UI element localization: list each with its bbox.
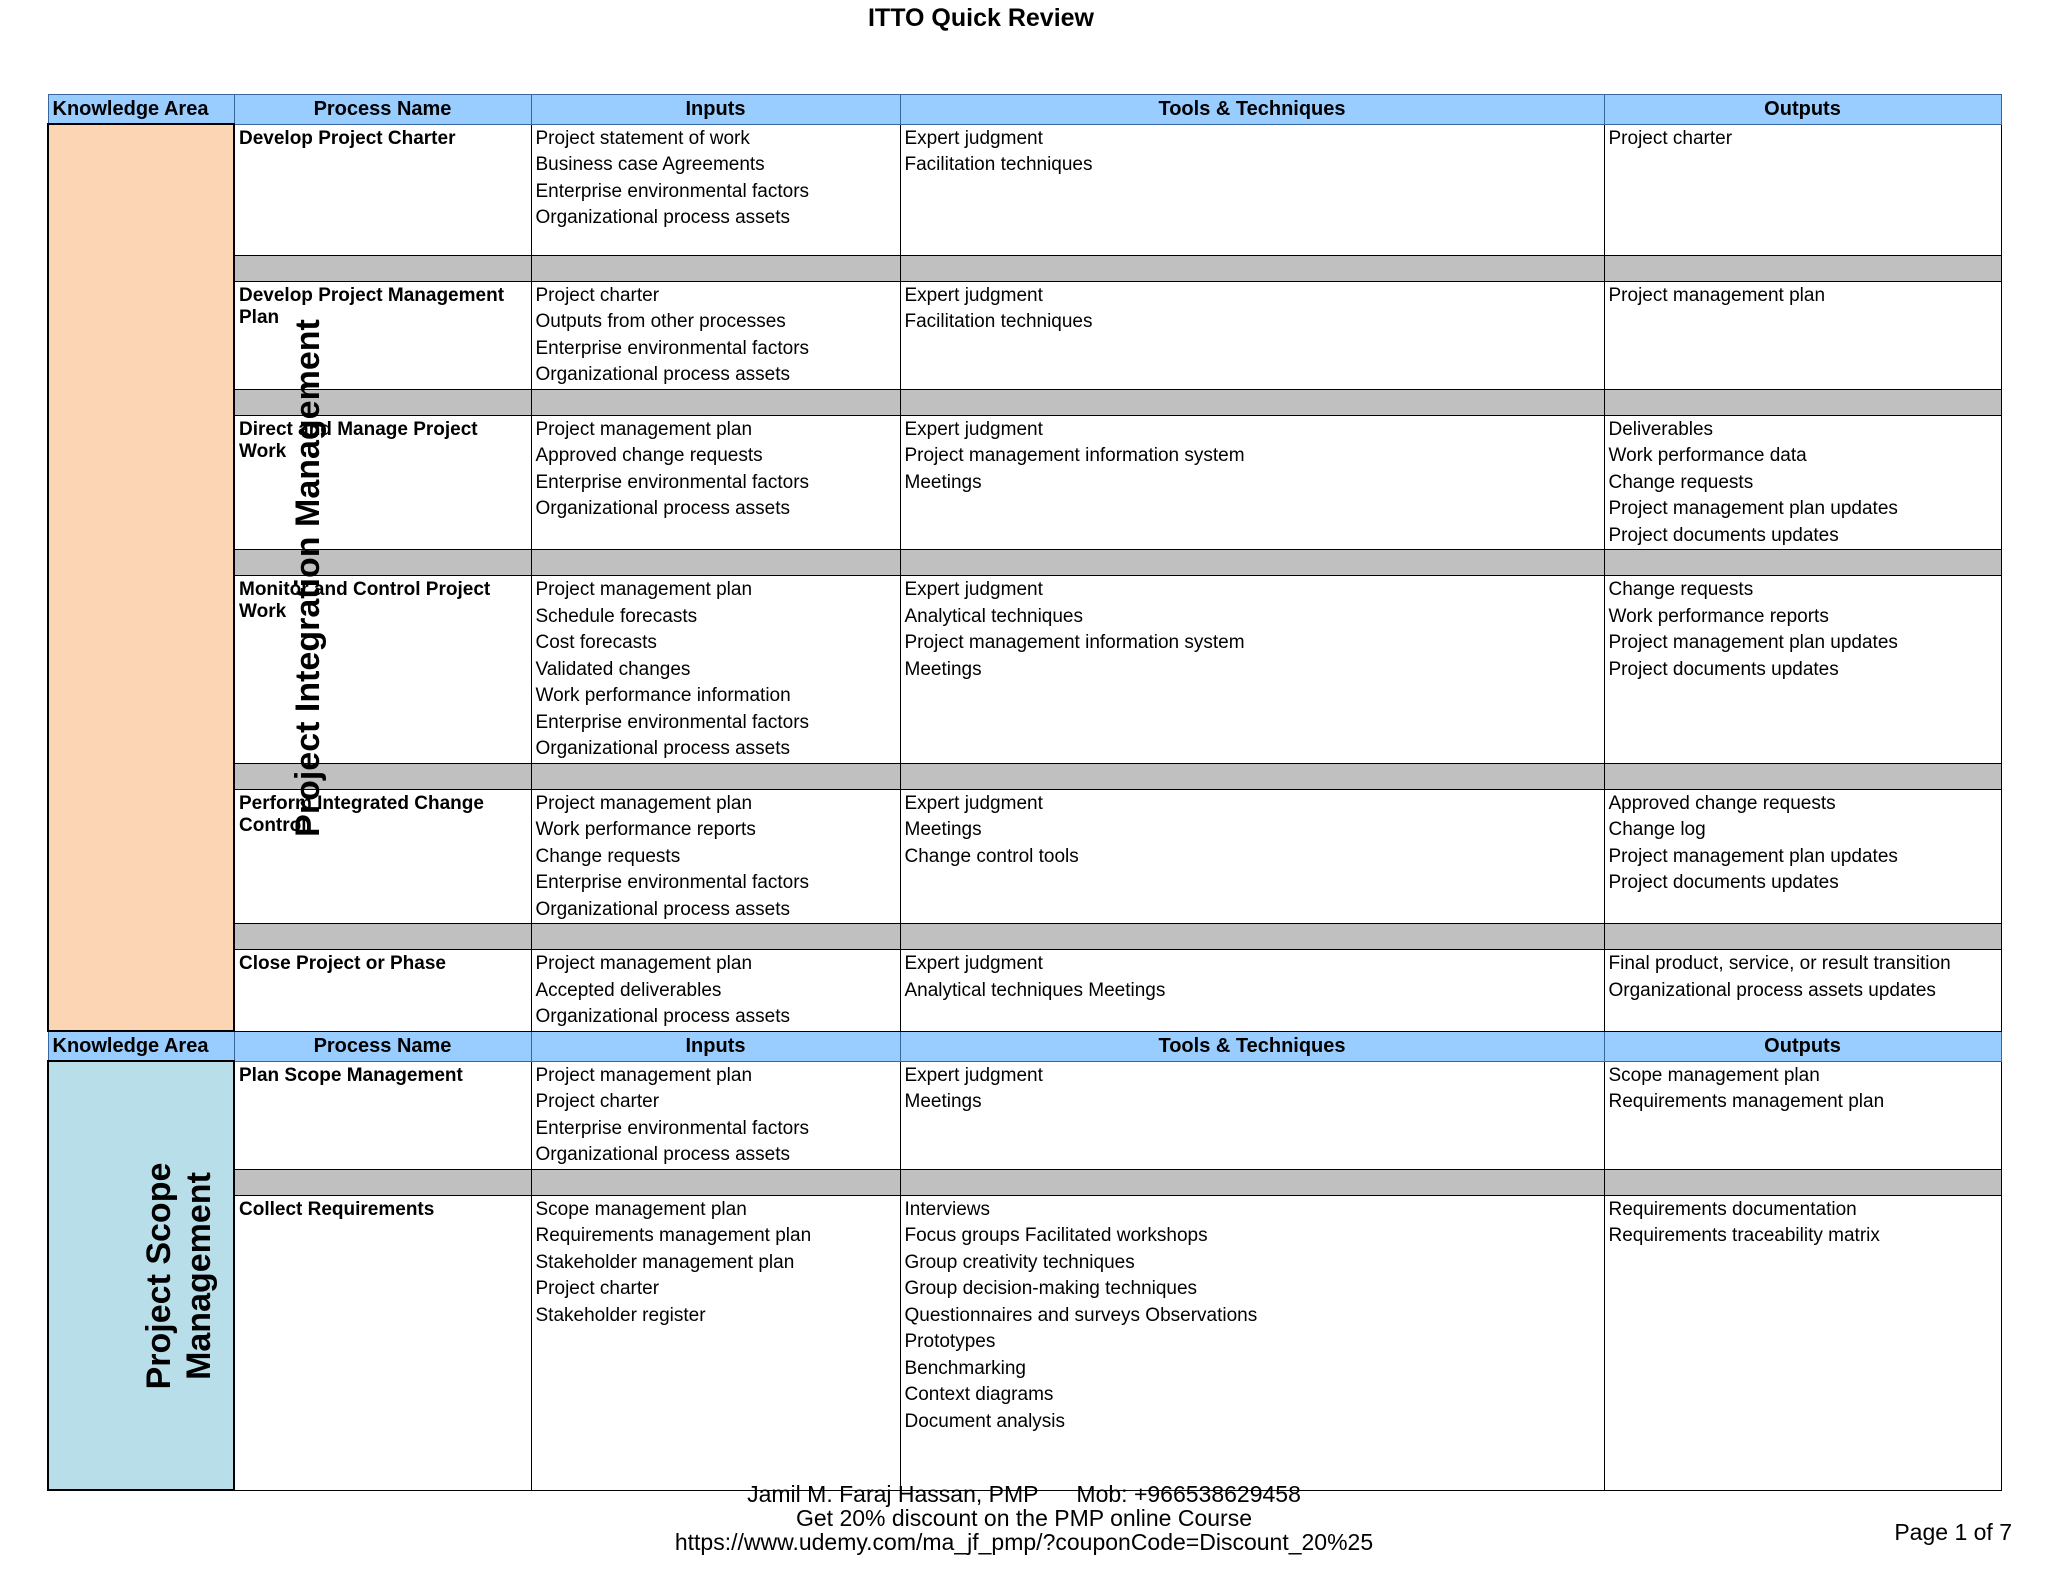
list-item: Project charter <box>535 284 660 306</box>
separator-cell <box>531 1169 900 1195</box>
list-item: Organizational process assets <box>535 498 791 519</box>
list-item: Requirements management plan <box>535 1225 812 1246</box>
process-tools-cell <box>900 124 1604 255</box>
process-inputs-cell <box>531 576 900 764</box>
process-inputs-cell <box>531 1061 900 1169</box>
process-row <box>48 1061 2001 1169</box>
process-row <box>48 415 2001 550</box>
list-item: Project statement of work <box>535 127 750 149</box>
separator-cell <box>900 763 1604 789</box>
list-item: Approved change requests <box>535 445 763 466</box>
separator-row <box>48 1169 2001 1195</box>
list-item: Cost forecasts <box>535 632 657 653</box>
separator-cell <box>1604 255 2001 281</box>
column-header-process-name: Process Name <box>234 1031 531 1061</box>
knowledge-area-cell <box>48 124 327 1031</box>
separator-row <box>48 550 2001 576</box>
itto-table <box>47 94 2002 1491</box>
list-item: Organizational process assets updates <box>1608 979 1936 1001</box>
column-header-inputs: Inputs <box>531 95 900 125</box>
list-item: Expert judgment <box>904 1064 1043 1086</box>
page-title: ITTO Quick Review <box>867 4 1094 32</box>
footer-author: Jamil M. Faraj Hassan, PMP Mob: +966538629458 <box>747 1481 1301 1507</box>
process-row <box>48 124 2001 255</box>
column-header-process-name: Process Name <box>234 95 531 125</box>
list-item: Expert judgment <box>904 792 1043 814</box>
process-outputs-cell <box>1604 124 2001 255</box>
process-tools-cell <box>900 1061 1604 1169</box>
process-outputs-cell <box>1604 281 2001 389</box>
process-row <box>48 281 2001 389</box>
process-tools-cell <box>900 576 1604 764</box>
separator-cell <box>1604 550 2001 576</box>
list-item: Change control tools <box>904 845 1079 867</box>
separator-row <box>48 255 2001 281</box>
list-item: Scope management plan <box>535 1198 747 1220</box>
list-item: Requirements traceability matrix <box>1608 1225 1880 1246</box>
process-tools-cell <box>900 789 1604 924</box>
list-item: Work performance data <box>1608 445 1807 466</box>
separator-cell <box>234 389 531 415</box>
list-item: Organizational process assets <box>535 738 791 759</box>
list-item: Accepted deliverables <box>535 979 722 1001</box>
list-item: Analytical techniques <box>904 605 1083 627</box>
list-item: Final product, service, or result transition <box>1608 953 1951 974</box>
list-item: Prototypes <box>904 1331 996 1352</box>
process-name: Develop Project Management Plan <box>234 281 531 389</box>
list-item: Change requests <box>535 845 681 867</box>
list-item: Schedule forecasts <box>535 605 698 627</box>
process-name: Develop Project Charter <box>234 124 531 255</box>
list-item: Project management plan <box>535 1064 753 1086</box>
list-item: Project charter <box>535 1278 660 1299</box>
process-inputs-cell <box>531 1195 900 1490</box>
column-header-outputs: Outputs <box>1604 95 2001 125</box>
process-name: Close Project or Phase <box>234 950 531 1032</box>
list-item: Group creativity techniques <box>904 1251 1135 1273</box>
separator-cell <box>900 924 1604 950</box>
list-item: Organizational process assets <box>535 364 791 385</box>
process-outputs-cell <box>1604 576 2001 764</box>
knowledge-area-cell <box>48 1061 234 1490</box>
process-inputs-cell <box>531 415 900 550</box>
column-header-tools: Tools & Techniques <box>900 95 1604 125</box>
list-item: Work performance reports <box>535 819 756 840</box>
separator-cell <box>900 389 1604 415</box>
list-item: Analytical techniques Meetings <box>904 979 1166 1001</box>
knowledge-area-label: Project Scope Management <box>140 1162 218 1389</box>
list-item: Project management plan <box>1608 284 1826 306</box>
separator-cell <box>234 924 531 950</box>
footer-promo: Get 20% discount on the PMP online Course <box>795 1505 1252 1531</box>
list-item: Focus groups Facilitated workshops <box>904 1225 1208 1246</box>
process-row <box>48 1195 2001 1490</box>
list-item: Document analysis <box>904 1410 1066 1432</box>
list-item: Facilitation techniques <box>904 154 1093 175</box>
separator-row <box>48 763 2001 789</box>
list-item: Expert judgment <box>904 418 1043 440</box>
separator-cell <box>1604 1169 2001 1195</box>
separator-cell <box>531 550 900 576</box>
process-name: Perform Integrated Change Control <box>234 789 531 924</box>
column-header-tools: Tools & Techniques <box>900 1031 1604 1061</box>
separator-cell <box>531 924 900 950</box>
list-item: Project documents updates <box>1608 872 1839 893</box>
list-item: Outputs from other processes <box>535 311 786 332</box>
list-item: Enterprise environmental factors <box>535 180 810 202</box>
separator-cell <box>234 763 531 789</box>
process-outputs-cell <box>1604 1061 2001 1169</box>
list-item: Organizational process assets <box>535 207 791 228</box>
list-item: Stakeholder register <box>535 1304 706 1326</box>
list-item: Expert judgment <box>904 953 1043 974</box>
list-item: Approved change requests <box>1608 792 1836 814</box>
list-item: Scope management plan <box>1608 1064 1820 1086</box>
process-outputs-cell <box>1604 415 2001 550</box>
list-item: Requirements management plan <box>1608 1091 1885 1112</box>
list-item: Validated changes <box>535 658 691 680</box>
process-inputs-cell <box>531 124 900 255</box>
list-item: Project management plan <box>535 953 753 974</box>
list-item: Context diagrams <box>904 1384 1054 1405</box>
separator-row <box>48 389 2001 415</box>
list-item: Requirements documentation <box>1608 1198 1857 1220</box>
list-item: Project management plan <box>535 418 753 440</box>
process-name: Direct and Manage Project Work <box>234 415 531 550</box>
list-item: Meetings <box>904 819 982 840</box>
list-item: Change requests <box>1608 471 1754 493</box>
list-item: Enterprise environmental factors <box>535 337 810 359</box>
list-item: Meetings <box>904 1091 982 1112</box>
list-item: Group decision-making techniques <box>904 1278 1198 1299</box>
list-item: Organizational process assets <box>535 1144 791 1165</box>
list-item: Expert judgment <box>904 127 1043 149</box>
process-outputs-cell <box>1604 789 2001 924</box>
list-item: Project management plan <box>535 792 753 814</box>
process-row <box>48 576 2001 764</box>
separator-cell <box>1604 763 2001 789</box>
column-header-knowledge-area: Knowledge Area <box>48 1031 234 1061</box>
list-item: Interviews <box>904 1198 991 1220</box>
separator-cell <box>900 255 1604 281</box>
process-inputs-cell <box>531 789 900 924</box>
separator-cell <box>1604 924 2001 950</box>
list-item: Expert judgment <box>904 284 1043 306</box>
list-item: Facilitation techniques <box>904 311 1093 332</box>
list-item: Enterprise environmental factors <box>535 1117 810 1139</box>
list-item: Organizational process assets <box>535 898 791 920</box>
process-row <box>48 950 2001 1032</box>
process-inputs-cell <box>531 950 900 1032</box>
column-header-outputs: Outputs <box>1604 1031 2001 1061</box>
list-item: Project management plan updates <box>1608 845 1898 867</box>
list-item: Enterprise environmental factors <box>535 471 810 493</box>
separator-cell <box>234 550 531 576</box>
list-item: Project charter <box>535 1091 660 1112</box>
process-tools-cell <box>900 1195 1604 1490</box>
separator-cell <box>900 1169 1604 1195</box>
list-item: Enterprise environmental factors <box>535 872 810 893</box>
process-row <box>48 789 2001 924</box>
process-outputs-cell <box>1604 950 2001 1032</box>
column-header-inputs: Inputs <box>531 1031 900 1061</box>
list-item: Deliverables <box>1608 418 1714 440</box>
list-item: Project management plan <box>535 579 753 600</box>
column-header-knowledge-area: Knowledge Area <box>48 95 234 125</box>
list-item: Change requests <box>1608 579 1754 600</box>
list-item: Project management information system <box>904 632 1245 653</box>
separator-cell <box>531 255 900 281</box>
process-name: Monitor and Control Project Work <box>234 576 531 764</box>
list-item: Questionnaires and surveys Observations <box>904 1304 1258 1326</box>
list-item: Project management plan updates <box>1608 632 1898 653</box>
header-row <box>48 95 2001 125</box>
list-item: Work performance information <box>535 685 791 706</box>
footer-course-link[interactable]: https://www.udemy.com/ma_jf_pmp/?couponCode=Discount_20%25 <box>674 1529 1374 1555</box>
separator-row <box>48 924 2001 950</box>
list-item: Change log <box>1608 819 1706 840</box>
process-tools-cell <box>900 281 1604 389</box>
separator-cell <box>1604 389 2001 415</box>
process-tools-cell <box>900 415 1604 550</box>
list-item: Project management information system <box>904 445 1245 466</box>
separator-cell <box>234 1169 531 1195</box>
knowledge-area-label: Project Integration Management <box>288 318 327 837</box>
process-name: Collect Requirements <box>234 1195 531 1490</box>
header-row <box>48 1031 2001 1061</box>
list-item: Meetings <box>904 471 982 493</box>
list-item: Stakeholder management plan <box>535 1251 795 1273</box>
list-item: Enterprise environmental factors <box>535 711 810 733</box>
list-item: Meetings <box>904 658 982 680</box>
process-name: Plan Scope Management <box>234 1061 531 1169</box>
footer <box>0 1482 2048 1554</box>
list-item: Project charter <box>1608 127 1733 149</box>
list-item: Project documents updates <box>1608 658 1839 680</box>
separator-cell <box>531 763 900 789</box>
separator-cell <box>531 389 900 415</box>
list-item: Business case Agreements <box>535 154 765 175</box>
process-outputs-cell <box>1604 1195 2001 1490</box>
separator-cell <box>900 550 1604 576</box>
page-number: Page 1 of 7 <box>1894 1519 2012 1545</box>
list-item: Project documents updates <box>1608 524 1839 546</box>
list-item: Organizational process assets <box>535 1006 791 1027</box>
list-item: Benchmarking <box>904 1357 1026 1379</box>
list-item: Work performance reports <box>1608 605 1829 627</box>
separator-cell <box>234 255 531 281</box>
list-item: Project management plan updates <box>1608 498 1898 519</box>
process-inputs-cell <box>531 281 900 389</box>
list-item: Expert judgment <box>904 579 1043 600</box>
process-tools-cell <box>900 950 1604 1032</box>
